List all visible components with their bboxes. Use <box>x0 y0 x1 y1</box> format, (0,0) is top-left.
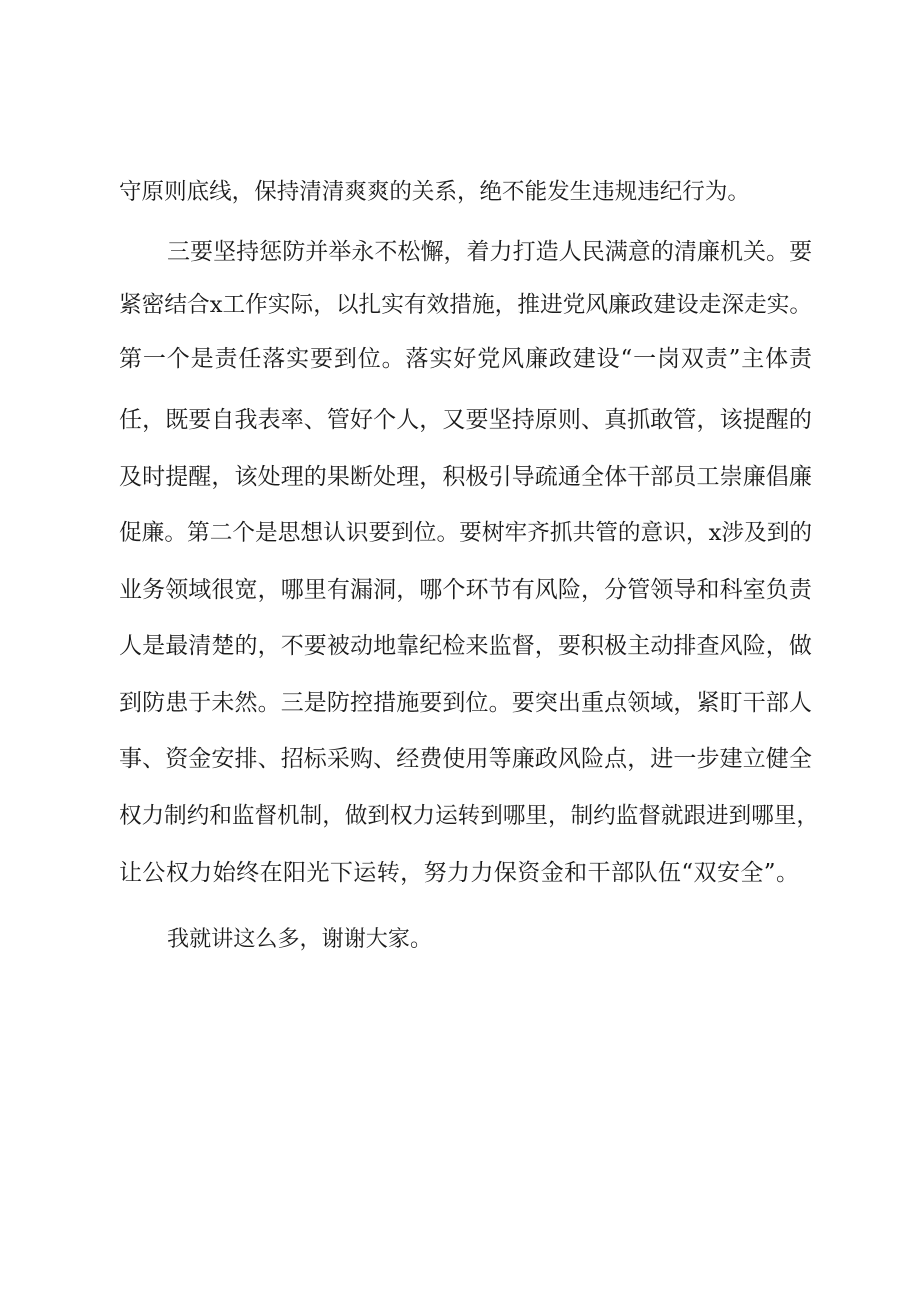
text-line-content: 事、资金安排、招标采购、经费使用等廉政风险点，进一步建立健全 <box>119 746 812 772</box>
text-line <box>0 172 920 212</box>
text-line <box>0 683 920 723</box>
text-line <box>0 285 920 325</box>
text-line <box>0 513 920 553</box>
text-line <box>0 853 920 893</box>
text-line-content: 任，既要自我表率、管好个人，又要坚持原则、真抓敢管，该提醒的 <box>119 407 812 433</box>
text-line-content: 我就讲这么多，谢谢大家。 <box>167 927 433 952</box>
text-line-content: 让公权力始终在阳光下运转，努力力保资金和干部队伍“双安全”。 <box>119 860 800 886</box>
text-line <box>0 339 920 379</box>
text-line <box>0 400 920 440</box>
text-line-content: 权力制约和监督机制，做到权力运转到哪里，制约监督就跟进到哪里， <box>119 803 819 829</box>
text-line-content: 到防患于未然。三是防控措施要到位。要突出重点领域，紧盯干部人 <box>119 690 812 716</box>
text-line-content: 及时提醒，该处理的果断处理，积极引导疏通全体干部员工崇廉倡廉 <box>119 464 812 490</box>
text-line-content: 人是最清楚的，不要被动地靠纪检来监督，要积极主动排查风险，做 <box>119 633 812 659</box>
text-line-content: 第一个是责任落实要到位。落实好党风廉政建设“一岗双责”主体责 <box>119 346 813 372</box>
text-line-content: 促廉。第二个是思想认识要到位。要树牢齐抓共管的意识，x涉及到的 <box>119 520 813 546</box>
text-line <box>0 920 920 960</box>
text-line <box>0 626 920 666</box>
text-line-content: 紧密结合x工作实际，以扎实有效措施，推进党风廉政建设走深走实。 <box>119 292 813 318</box>
text-line-content: 业务领域很宽，哪里有漏洞，哪个环节有风险，分管领导和科室负责 <box>119 577 812 603</box>
text-line-content: 守原则底线，保持清清爽爽的关系，绝不能发生违规违纪行为。 <box>119 179 750 205</box>
text-line <box>0 457 920 497</box>
text-line <box>0 739 920 779</box>
text-line-content: 三要坚持惩防并举永不松懈，着力打造人民满意的清廉机关。要 <box>167 239 813 265</box>
text-line <box>0 796 920 836</box>
text-line <box>0 232 920 272</box>
text-line <box>0 570 920 610</box>
